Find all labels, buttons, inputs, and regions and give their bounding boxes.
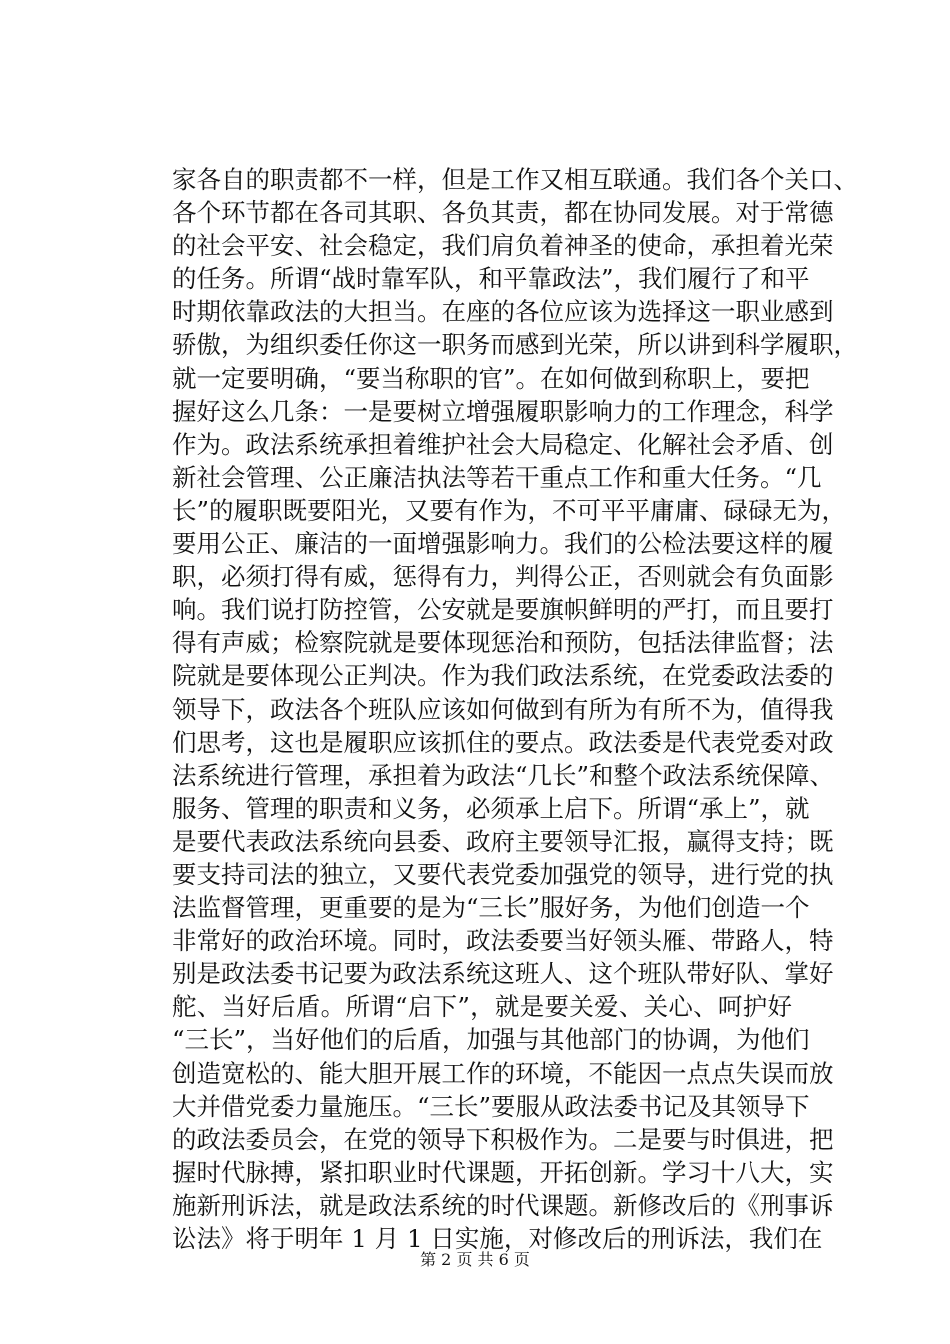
text-line: 领导下，政法各个班队应该如何做到有所为有所不为，值得我 [172,694,834,724]
text-line: 握时代脉搏，紧扣职业时代课题，开拓创新。学习十八大，实 [172,1157,834,1187]
text-line: 握好这么几条：一是要树立增强履职影响力的工作理念，科学 [172,396,834,426]
body-text [172,163,858,1255]
text-line: 是要代表政法系统向县委、政府主要领导汇报，赢得支持；既 [172,826,834,856]
text-line: 家各自的职责都不一样，但是工作又相互联通。我们各个关口、 [172,165,858,194]
text-line: 的社会平安、社会稳定，我们肩负着神圣的使命，承担着光荣 [172,231,834,261]
text-line: 舵、当好后盾。所谓“启下”，就是要关爱、关心、呵护好 [172,992,792,1022]
text-line: 各个环节都在各司其职、各负其责，都在协同发展。对于常德 [172,198,834,228]
text-line: 施新刑诉法，就是政法系统的时代课题。新修改后的《刑事诉 [172,1190,834,1220]
text-line: 法监督管理，更重要的是为“三长”服好务，为他们创造一个 [172,893,810,923]
text-line: 的政法委员会，在党的领导下积极作为。二是要与时俱进，把 [172,1124,834,1154]
text-line: 法系统进行管理，承担着为政法“几长”和整个政法系统保障、 [172,760,835,790]
text-line: 大并借党委力量施压。“三长”要服从政法委书记及其领导下 [172,1091,810,1121]
text-line: 新社会管理、公正廉洁执法等若干重点工作和重大任务。“几 [172,462,822,492]
text-line: 讼法》将于明年 1 月 1 日实施，对修改后的刑诉法，我们在 [172,1224,823,1253]
text-line: 就一定要明确，“要当称职的官”。在如何做到称职上，要把 [172,363,810,393]
text-line: 的任务。所谓“战时靠军队，和平靠政法”，我们履行了和平 [172,264,810,294]
text-line: 作为。政法系统承担着维护社会大局稳定、化解社会矛盾、创 [172,429,834,459]
text-line: 时期依靠政法的大担当。在座的各位应该为选择这一职业感到 [172,297,834,327]
text-line: “三长”，当好他们的后盾，加强与其他部门的协调，为他们 [172,1025,810,1055]
text-line: 要支持司法的独立，又要代表党委加强党的领导，进行党的执 [172,859,834,889]
text-line: 要用公正、廉洁的一面增强影响力。我们的公检法要这样的履 [172,529,834,559]
text-line: 得有声威；检察院就是要体现惩治和预防，包括法律监督；法 [172,628,834,658]
text-line: 响。我们说打防控管，公安就是要旗帜鲜明的严打，而且要打 [172,595,834,625]
text-line: 别是政法委书记要为政法系统这班人、这个班队带好队、掌好 [172,959,834,989]
text-line: 骄傲，为组织委任你这一职务而感到光荣，所以讲到科学履职， [172,330,858,360]
page-footer: 第 2 页 共 6 页 [420,1250,530,1269]
text-line: 院就是要体现公正判决。作为我们政法系统，在党委政法委的 [172,661,834,691]
text-line: 服务、管理的职责和义务，必须承上启下。所谓“承上”，就 [172,793,810,823]
text-line: 职，必须打得有威，惩得有力，判得公正，否则就会有负面影 [172,562,834,592]
text-line: 创造宽松的、能大胆开展工作的环境，不能因一点点失误而放 [172,1058,834,1088]
text-line: 长”的履职既要阳光，又要有作为，不可平平庸庸、碌碌无为， [172,495,847,525]
text-line: 非常好的政治环境。同时，政法委要当好领头雁、带路人，特 [172,926,834,956]
text-line: 们思考，这也是履职应该抓住的要点。政法委是代表党委对政 [172,727,834,757]
